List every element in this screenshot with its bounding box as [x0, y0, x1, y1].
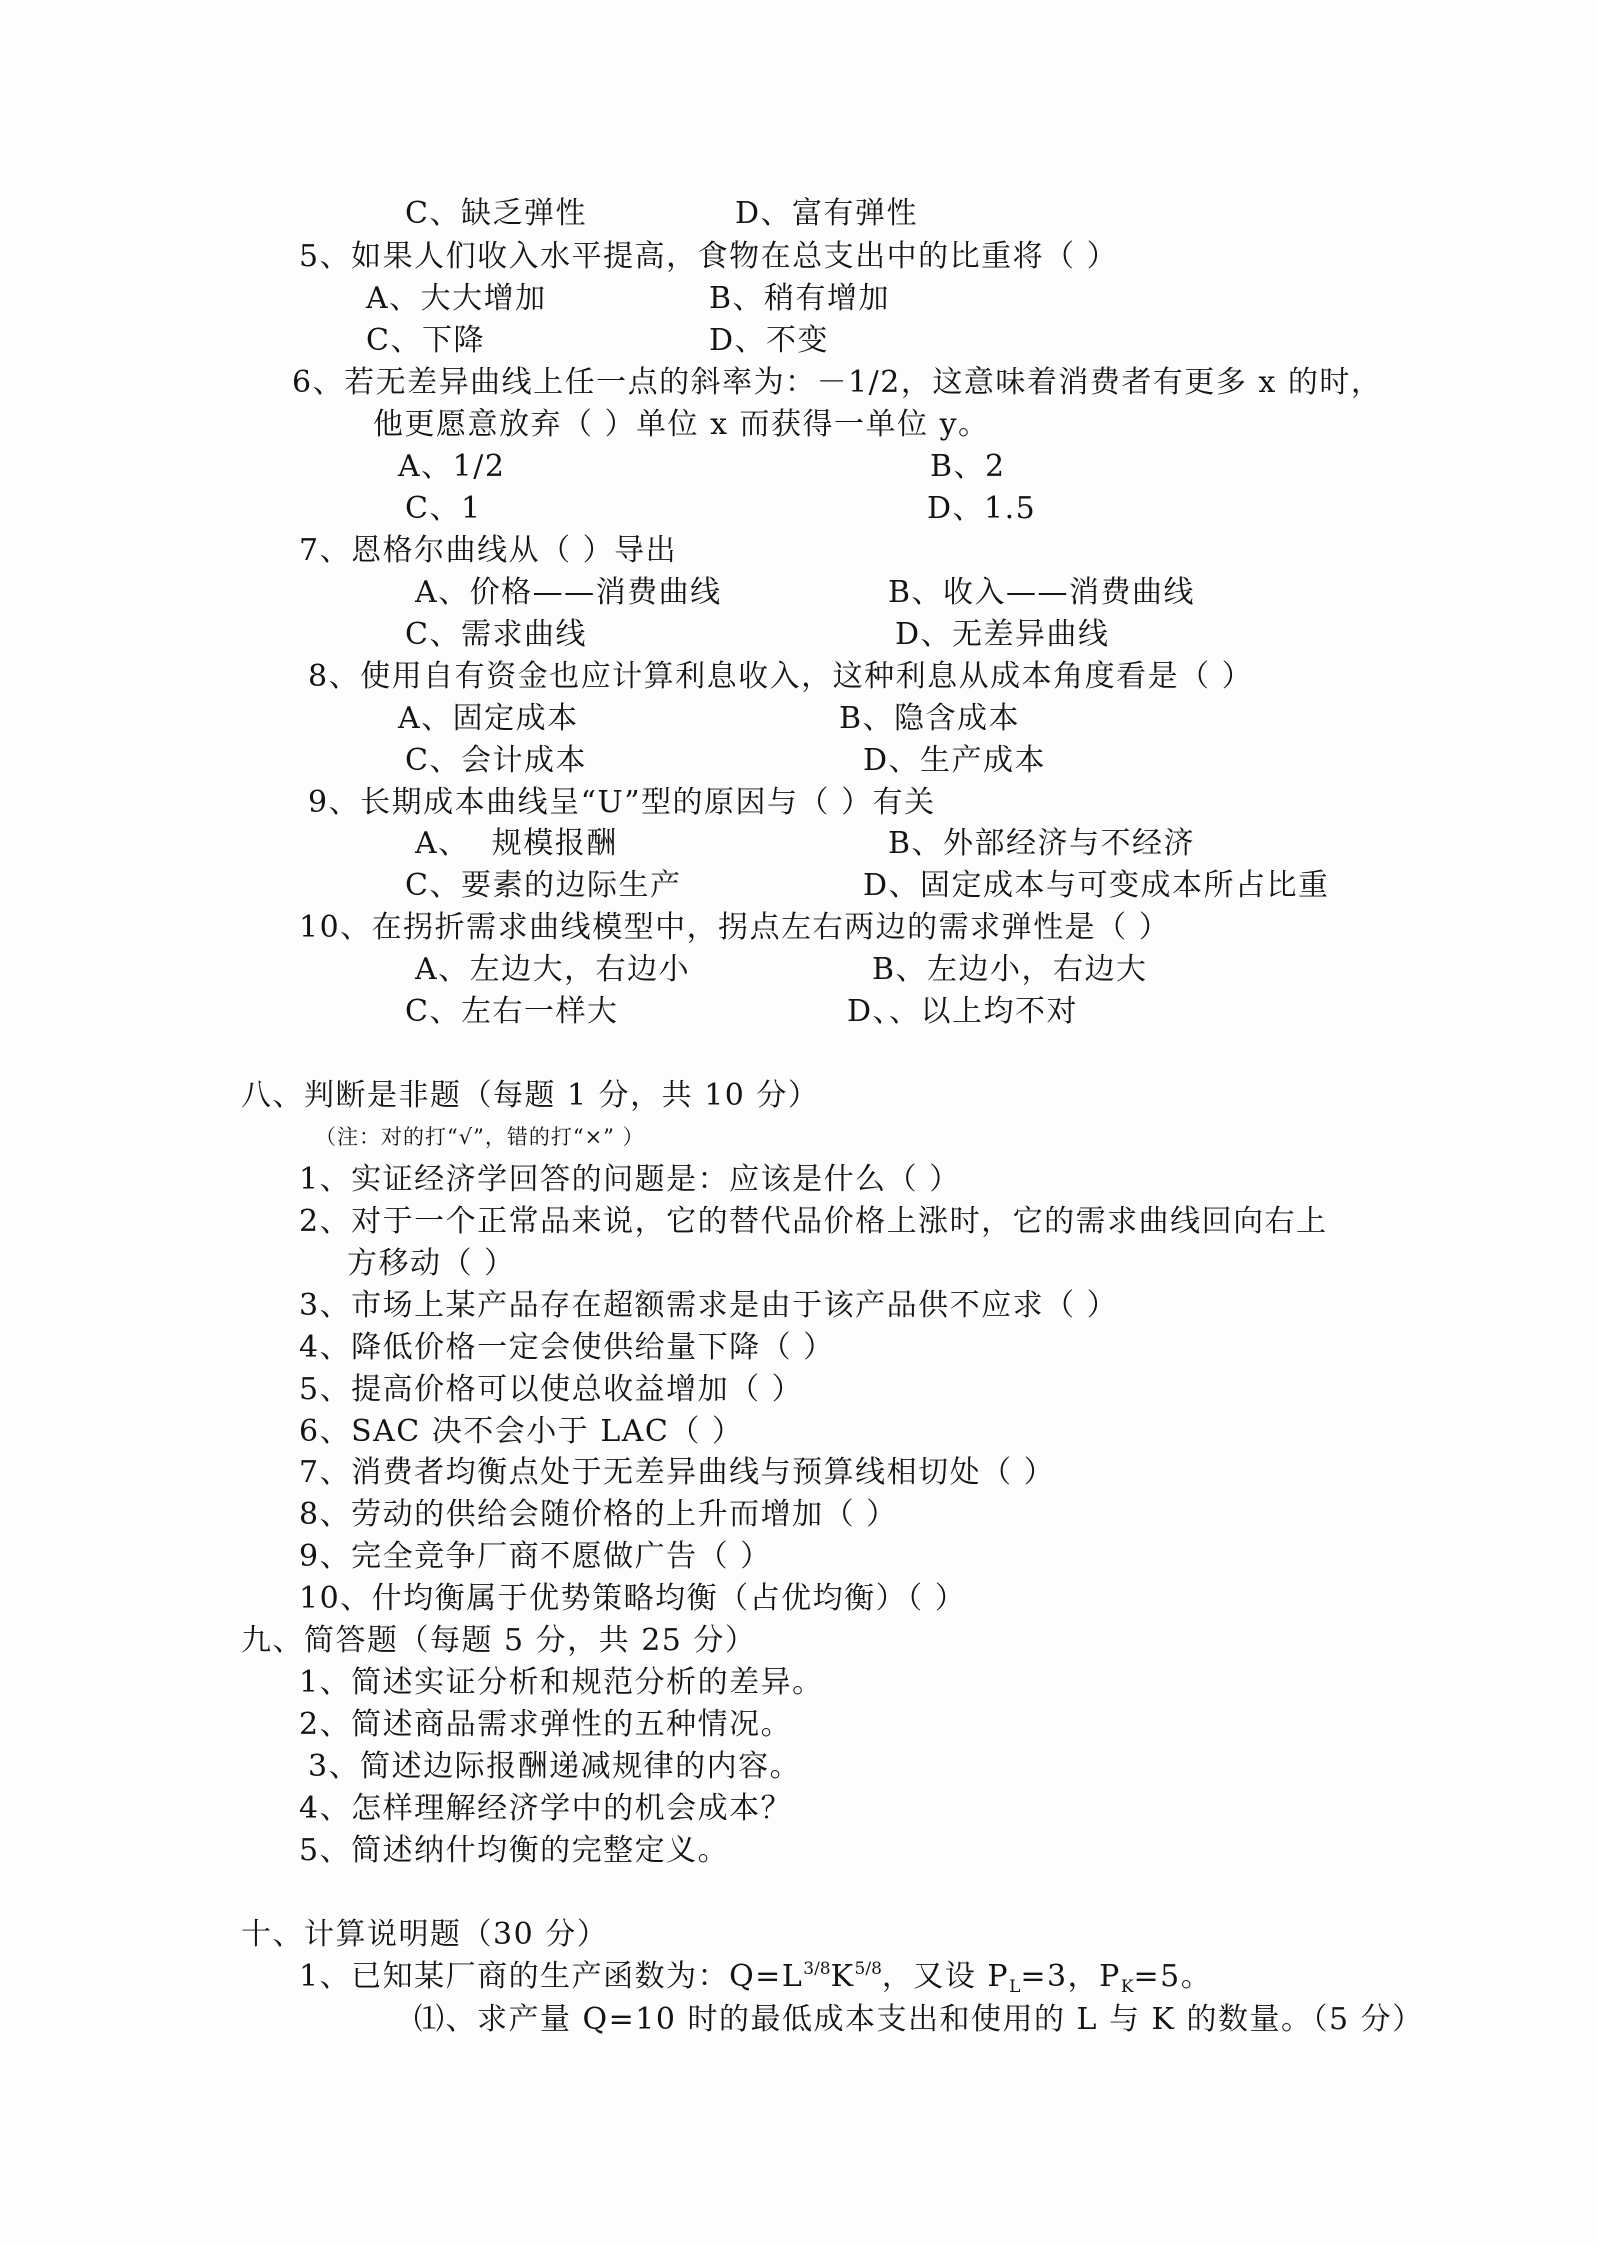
tf-item-10: 10、什均衡属于优势策略均衡（占优均衡）（ ） — [299, 1581, 967, 1616]
sa-item-5: 5、简述纳什均衡的完整定义。 — [299, 1833, 730, 1868]
tf-item-8: 8、劳动的供给会随价格的上升而增加（ ） — [299, 1497, 898, 1532]
subscript-k: K — [1120, 1977, 1134, 1997]
section-10-title: 十、计算说明题（30 分） — [241, 1917, 609, 1952]
exponent-k: 5/8 — [854, 1959, 882, 1979]
q6-stem-line-2: 他更愿意放弃（ ）单位 x 而获得一单位 y。 — [373, 407, 990, 442]
calc-q1-prefix: 1、已知某厂商的生产函数为：Q=L — [299, 1959, 804, 1994]
q8-option-d: D、生产成本 — [863, 743, 1047, 778]
calc-q1-price-k: =5。 — [1133, 1959, 1213, 1994]
tf-item-2-line-2: 方移动（ ） — [347, 1246, 516, 1281]
q8-option-a: A、固定成本 — [398, 701, 579, 736]
calc-q1-mid: ，又设 P — [881, 1959, 1010, 1994]
q5-stem: 5、如果人们收入水平提高，食物在总支出中的比重将（ ） — [299, 239, 1119, 274]
q5-option-d: D、不变 — [709, 323, 830, 358]
tf-item-6: 6、SAC 决不会小于 LAC（ ） — [299, 1414, 744, 1449]
calc-q1-production-function — [299, 1956, 1212, 1998]
tf-item-4: 4、降低价格一定会使供给量下降（ ） — [299, 1330, 835, 1365]
q10-option-c: C、左右一样大 — [405, 994, 619, 1029]
section-8-title: 八、判断是非题（每题 1 分，共 10 分） — [241, 1078, 820, 1113]
tf-item-1: 1、实证经济学回答的问题是：应该是什么（ ） — [299, 1162, 961, 1197]
tf-item-5: 5、提高价格可以使总收益增加（ ） — [299, 1372, 804, 1407]
q10-stem: 10、在拐折需求曲线模型中，拐点左右两边的需求弹性是（ ） — [299, 910, 1171, 945]
q6-stem-line-1: 6、若无差异曲线上任一点的斜率为：－1/2，这意味着消费者有更多 x 的时， — [292, 365, 1383, 400]
section-8-note: （注：对的打“√”，错的打“×” ） — [315, 1125, 645, 1149]
tf-item-2-line-1: 2、对于一个正常品来说，它的替代品价格上涨时，它的需求曲线回向右上 — [299, 1204, 1328, 1239]
exponent-l: 3/8 — [803, 1959, 831, 1979]
sa-item-2: 2、简述商品需求弹性的五种情况。 — [299, 1707, 793, 1742]
subscript-l: L — [1009, 1977, 1021, 1997]
q8-option-c: C、会计成本 — [405, 743, 587, 778]
q6-option-d: D、1.5 — [927, 491, 1037, 526]
calc-q1-k: K — [830, 1959, 855, 1994]
q9-option-d: D、固定成本与可变成本所占比重 — [863, 868, 1330, 903]
q9-option-b: B、外部经济与不经济 — [888, 826, 1196, 861]
q5-option-c: C、下降 — [366, 323, 485, 358]
sa-item-4: 4、怎样理解经济学中的机会成本？ — [299, 1791, 793, 1826]
q6-option-c: C、1 — [405, 491, 482, 526]
q8-option-b: B、隐含成本 — [839, 701, 1021, 736]
q7-option-b: B、收入——消费曲线 — [888, 575, 1196, 610]
q6-option-b: B、2 — [930, 449, 1006, 484]
section-9-title: 九、简答题（每题 5 分，共 25 分） — [241, 1623, 757, 1658]
q9-option-a: A、 规模报酬 — [415, 826, 618, 861]
q7-option-d: D、无差异曲线 — [895, 617, 1110, 652]
calc-q1-price-l: =3，P — [1020, 1959, 1121, 1994]
tf-item-3: 3、市场上某产品存在超额需求是由于该产品供不应求（ ） — [299, 1288, 1119, 1323]
calc-q1-part-1: ⑴、求产量 Q=10 时的最低成本支出和使用的 L 与 K 的数量。（5 分） — [414, 2002, 1424, 2037]
sa-item-3: 3、简述边际报酬递减规律的内容。 — [308, 1749, 802, 1784]
q9-stem: 9、长期成本曲线呈“U”型的原因与（ ）有关 — [308, 785, 936, 820]
q10-option-a: A、左边大，右边小 — [415, 952, 691, 987]
q7-option-c: C、需求曲线 — [405, 617, 587, 652]
q10-option-b: B、左边小，右边大 — [872, 952, 1148, 987]
q8-stem: 8、使用自有资金也应计算利息收入，这种利息从成本角度看是（ ） — [308, 659, 1254, 694]
sa-item-1: 1、简述实证分析和规范分析的差异。 — [299, 1665, 824, 1700]
q6-option-a: A、1/2 — [398, 449, 506, 484]
q7-option-a: A、价格——消费曲线 — [415, 575, 722, 610]
q5-option-a: A、大大增加 — [366, 281, 547, 316]
tf-item-7: 7、消费者均衡点处于无差异曲线与预算线相切处（ ） — [299, 1455, 1056, 1490]
q7-stem: 7、恩格尔曲线从（ ）导出 — [299, 533, 678, 568]
q10-option-d: D、、以上均不对 — [847, 994, 1079, 1029]
tf-item-9: 9、完全竞争厂商不愿做广告（ ） — [299, 1539, 772, 1574]
q5-option-b: B、稍有增加 — [709, 281, 891, 316]
q4-option-c: C、缺乏弹性 — [405, 196, 587, 231]
q4-option-d: D、富有弹性 — [735, 196, 919, 231]
q9-option-c: C、要素的边际生产 — [405, 868, 682, 903]
